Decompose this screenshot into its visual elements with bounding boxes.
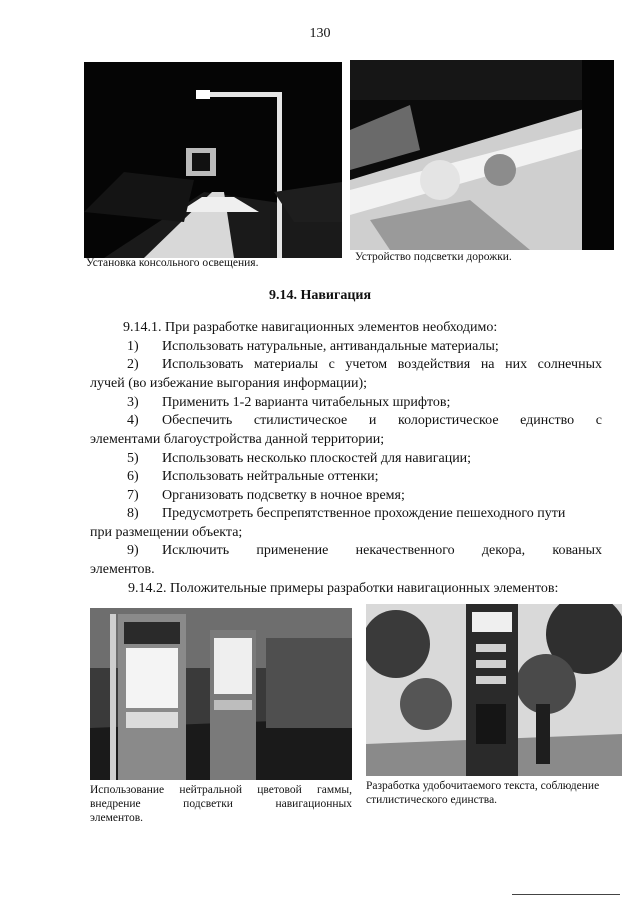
caption-line: внедрение подсветки навигационных xyxy=(90,798,352,810)
item-number: 3) xyxy=(127,395,139,410)
item-number: 8) xyxy=(127,506,139,521)
list-item-text: Исключить применение некачественного декора, кованых xyxy=(162,543,602,558)
path-lighting-photo xyxy=(350,60,614,250)
section-title: 9.14. Навигация xyxy=(268,288,372,303)
caption-path-lighting: Устройство подсветки дорожки. xyxy=(355,251,512,263)
caption-readable-text xyxy=(366,779,636,807)
item-number: 4) xyxy=(127,413,139,428)
list-item-text: Использовать несколько плоскостей для навигации; xyxy=(162,451,472,466)
page-number: 130 xyxy=(309,26,331,41)
list-item-text: Обеспечить стилистическое и колористическое единство с xyxy=(162,413,602,428)
list-item-text: Использовать натуральные, антивандальные материалы; xyxy=(162,339,499,354)
caption-line: Разработка удобочитаемого текста, соблюдение xyxy=(366,780,600,792)
caption-line: Использование нейтральной цветовой гаммы, xyxy=(90,784,352,796)
caption-line: стилистического единства. xyxy=(366,794,498,806)
item-number: 5) xyxy=(127,451,139,466)
caption-console-lighting: Установка консольного освещения. xyxy=(86,257,259,269)
list-item-continuation: элементов. xyxy=(90,562,155,577)
readable-text-stand-photo xyxy=(366,604,622,776)
neutral-navigation-stands-photo xyxy=(90,608,352,780)
item-number: 7) xyxy=(127,488,139,503)
list-item-text: Применить 1-2 варианта читабельных шрифтов; xyxy=(162,395,451,410)
list-item-continuation: лучей (во избежание выгорания информации); xyxy=(90,376,368,391)
caption-neutral-colors xyxy=(90,783,352,825)
list-item-text: Использовать материалы с учетом воздействия на них солнечных xyxy=(162,357,602,372)
item-number: 9) xyxy=(127,543,139,558)
list-item-continuation: при размещении объекта; xyxy=(90,525,243,540)
item-number: 2) xyxy=(127,357,139,372)
list-item-continuation: элементами благоустройства данной территории; xyxy=(90,432,385,447)
list-item-text: Использовать нейтральные оттенки; xyxy=(162,469,379,484)
outro-paragraph: 9.14.2. Положительные примеры разработки навигационных элементов: xyxy=(128,581,559,596)
item-number: 1) xyxy=(127,339,139,354)
list-item-text: Организовать подсветку в ночное время; xyxy=(162,488,405,503)
item-number: 6) xyxy=(127,469,139,484)
intro-paragraph: 9.14.1. При разработке навигационных элементов необходимо: xyxy=(123,320,498,335)
footer-rule xyxy=(512,894,620,895)
console-lighting-photo xyxy=(84,62,342,258)
list-item-text: Предусмотреть беспрепятственное прохождение пешеходного пути xyxy=(162,506,566,521)
caption-line: элементов. xyxy=(90,812,144,824)
